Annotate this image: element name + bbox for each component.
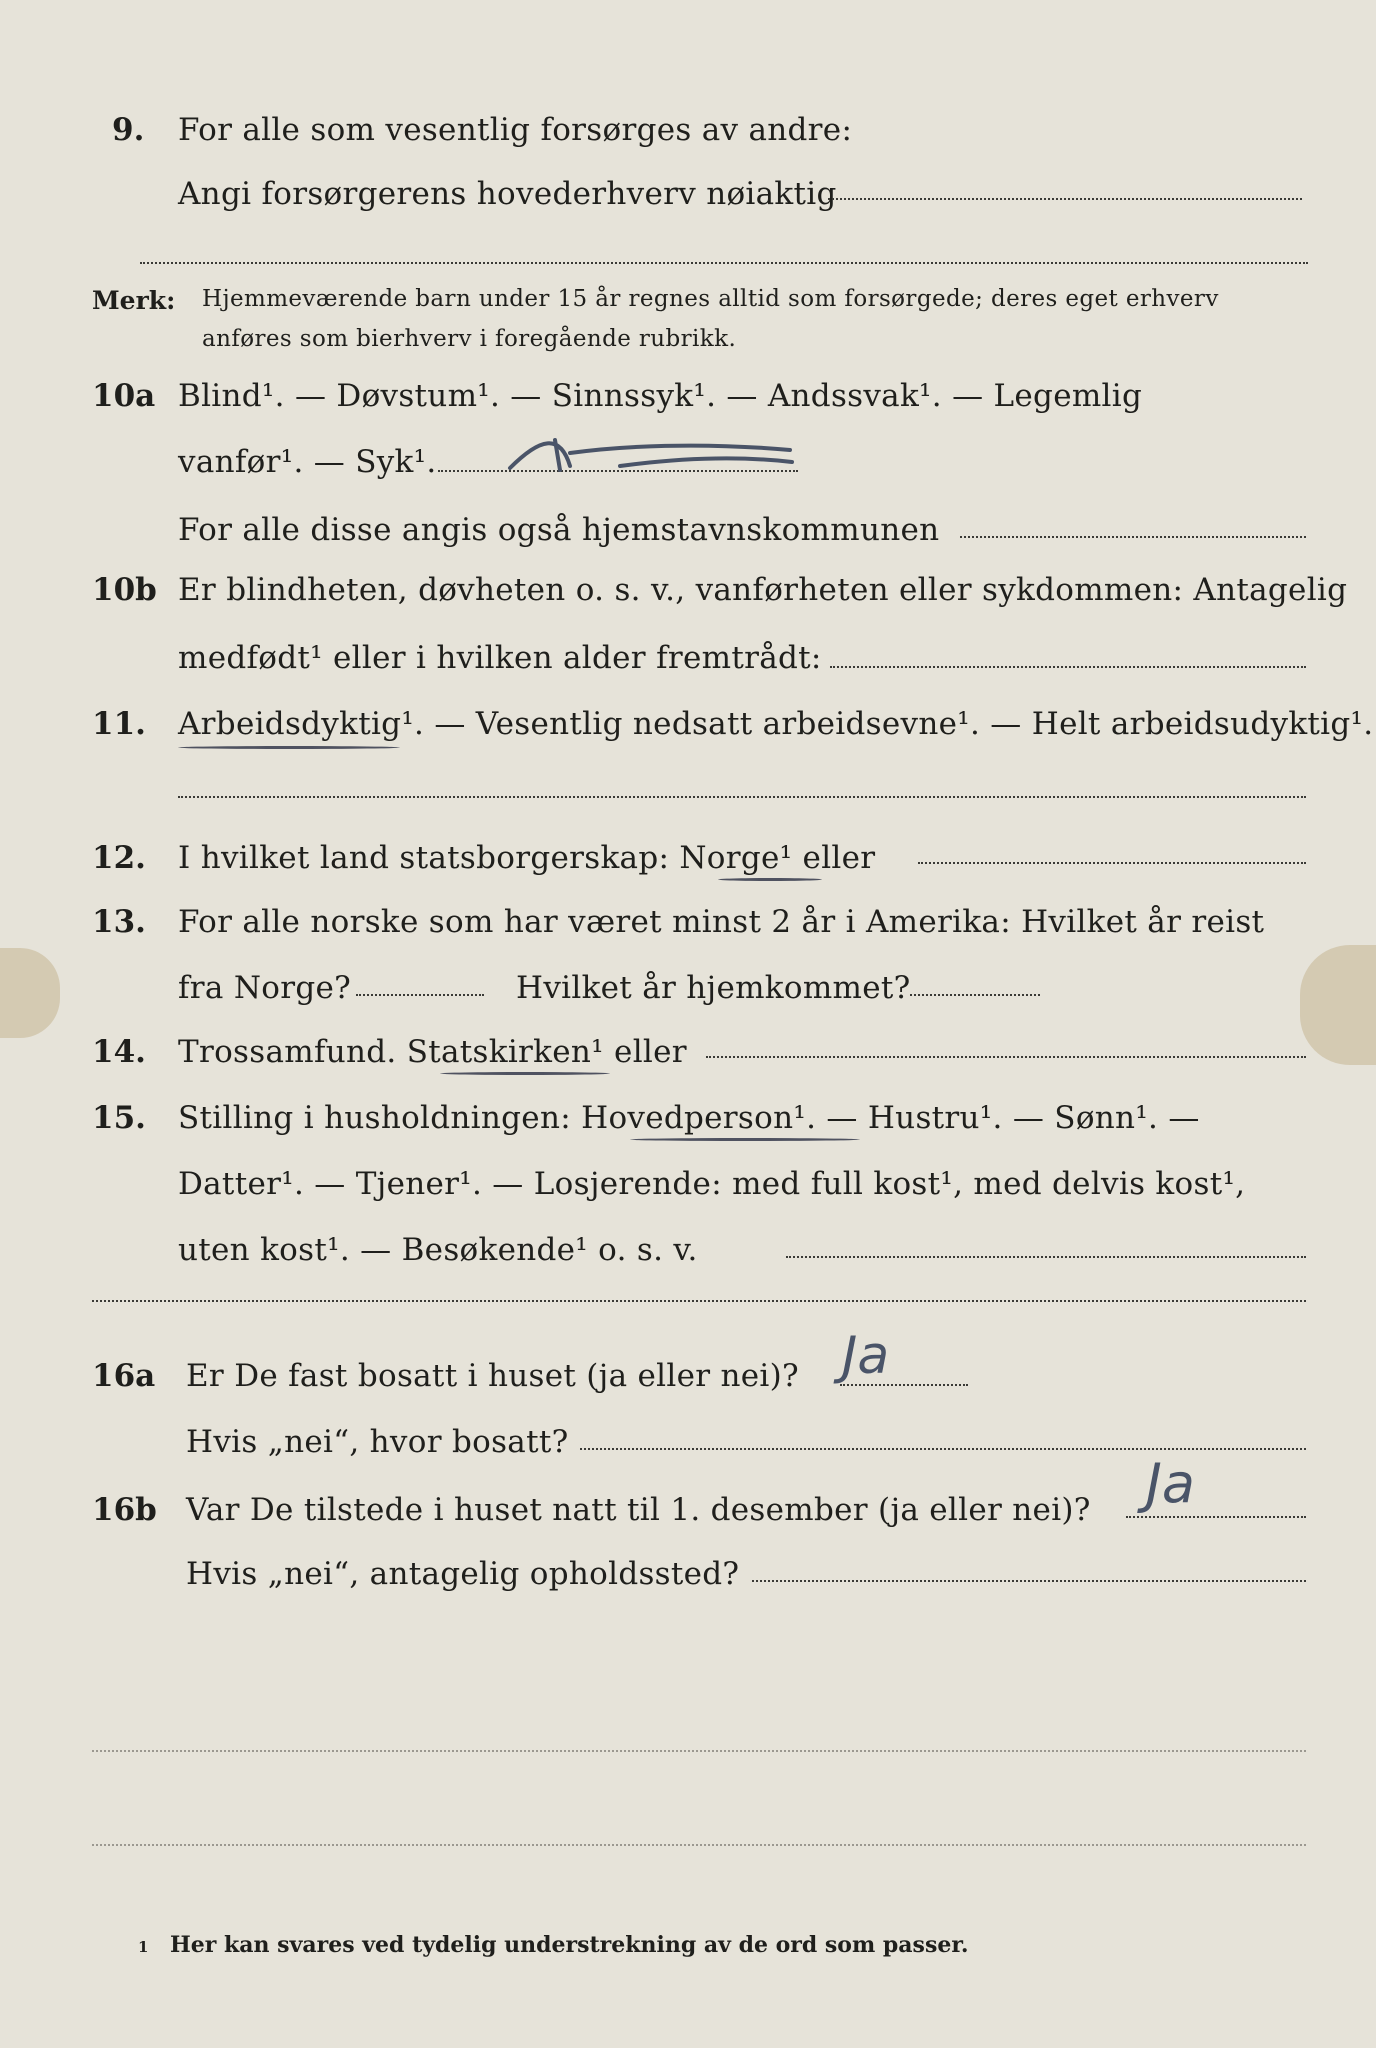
question-16a-text: Er De fast bosatt i huset (ja eller nei)? <box>186 1358 799 1394</box>
question-13-number: 13. <box>92 904 146 940</box>
question-16a-answer-line[interactable] <box>840 1384 968 1386</box>
strikethrough-scribble-mark <box>500 428 800 478</box>
question-9-number: 9. <box>112 112 145 148</box>
question-16b-answer-line[interactable] <box>1126 1516 1306 1518</box>
question-15-text-line3: uten kost¹. — Besøkende¹ o. s. v. <box>178 1232 698 1268</box>
blank-line-2[interactable] <box>92 1844 1306 1846</box>
question-10a-number: 10a <box>92 378 156 414</box>
question-10a-municipality-line[interactable] <box>960 536 1306 538</box>
note-text-line1: Hjemmeværende barn under 15 år regnes alltid som forsørgede; deres eget erhverv <box>202 286 1219 312</box>
question-16b-text: Var De tilstede i huset natt til 1. desember (ja eller nei)? <box>186 1492 1091 1528</box>
question-16b-whereabouts-line[interactable] <box>752 1580 1306 1582</box>
note-text-line2: anføres som bierhverv i foregående rubrikk. <box>202 326 737 352</box>
question-13-return-label: Hvilket år hjemkommet? <box>516 970 911 1006</box>
question-11-extra-line[interactable] <box>178 796 1306 798</box>
answer-underline-statskirken <box>440 1072 610 1075</box>
question-16b-whereabouts-label: Hvis „nei“, antagelig opholdssted? <box>186 1556 740 1592</box>
question-16a-number: 16a <box>92 1358 156 1394</box>
question-10b-number: 10b <box>92 572 157 608</box>
question-13-departure-label: fra Norge? <box>178 970 352 1006</box>
answer-underline-hovedperson <box>630 1138 860 1141</box>
question-10a-text-line2: vanfør¹. — Syk¹. <box>178 444 437 480</box>
question-9-answer-line[interactable] <box>828 198 1302 200</box>
answer-underline-arbeidsdyktig <box>178 746 400 749</box>
question-11-number: 11. <box>92 706 146 742</box>
blank-line-1[interactable] <box>92 1750 1306 1752</box>
answer-underline-norge <box>718 878 822 881</box>
question-12-number: 12. <box>92 840 146 876</box>
question-15-text: Stilling i husholdningen: Hovedperson¹. — Hustru¹. — Sønn¹. — <box>178 1100 1200 1136</box>
question-13-text: For alle norske som har været minst 2 år i Amerika: Hvilket år reist <box>178 904 1265 940</box>
question-16b-number: 16b <box>92 1492 157 1528</box>
question-10a-home-municipality-label: For alle disse angis også hjemstavnskommunen <box>178 512 940 548</box>
question-15-extra-line[interactable] <box>92 1300 1306 1302</box>
question-15-answer-line[interactable] <box>786 1256 1306 1258</box>
question-10b-text: Er blindheten, døvheten o. s. v., vanførheten eller sykdommen: Antagelig <box>178 572 1348 608</box>
question-12-text: I hvilket land statsborgerskap: Norge¹ eller <box>178 840 876 876</box>
question-11-text: Arbeidsdyktig¹. — Vesentlig nedsatt arbeidsevne¹. — Helt arbeidsudyktig¹. <box>178 706 1374 742</box>
question-16a-residence-label: Hvis „nei“, hvor bosatt? <box>186 1424 569 1460</box>
question-10b-answer-line[interactable] <box>830 666 1306 668</box>
question-16a-residence-line[interactable] <box>580 1448 1306 1450</box>
paper-stain-left <box>0 948 60 1038</box>
question-9-extra-line[interactable] <box>140 262 1308 264</box>
question-13-return-line[interactable] <box>910 994 1040 996</box>
question-9-occupation-label: Angi forsørgerens hovederhverv nøiaktig <box>178 176 837 212</box>
question-16a-handwritten-answer: Ja <box>842 1326 890 1386</box>
question-14-text: Trossamfund. Statskirken¹ eller <box>178 1034 687 1070</box>
question-15-text-line2: Datter¹. — Tjener¹. — Losjerende: med full kost¹, med delvis kost¹, <box>178 1166 1246 1202</box>
question-14-answer-line[interactable] <box>706 1056 1306 1058</box>
question-16b-handwritten-answer: Ja <box>1146 1452 1196 1515</box>
question-13-departure-line[interactable] <box>356 994 484 996</box>
footnote-mark: 1 <box>138 1938 149 1956</box>
question-10b-text-line2: medfødt¹ eller i hvilken alder fremtrådt: <box>178 640 822 676</box>
question-12-answer-line[interactable] <box>918 862 1306 864</box>
question-10a-text: Blind¹. — Døvstum¹. — Sinnssyk¹. — Andssvak¹. — Legemlig <box>178 378 1143 414</box>
question-9-text: For alle som vesentlig forsørges av andre: <box>178 112 853 148</box>
question-14-number: 14. <box>92 1034 146 1070</box>
footnote-text: Her kan svares ved tydelig understrekning av de ord som passer. <box>170 1932 969 1958</box>
paper-stain-right <box>1300 945 1376 1065</box>
note-label: Merk: <box>92 286 176 315</box>
question-15-number: 15. <box>92 1100 146 1136</box>
